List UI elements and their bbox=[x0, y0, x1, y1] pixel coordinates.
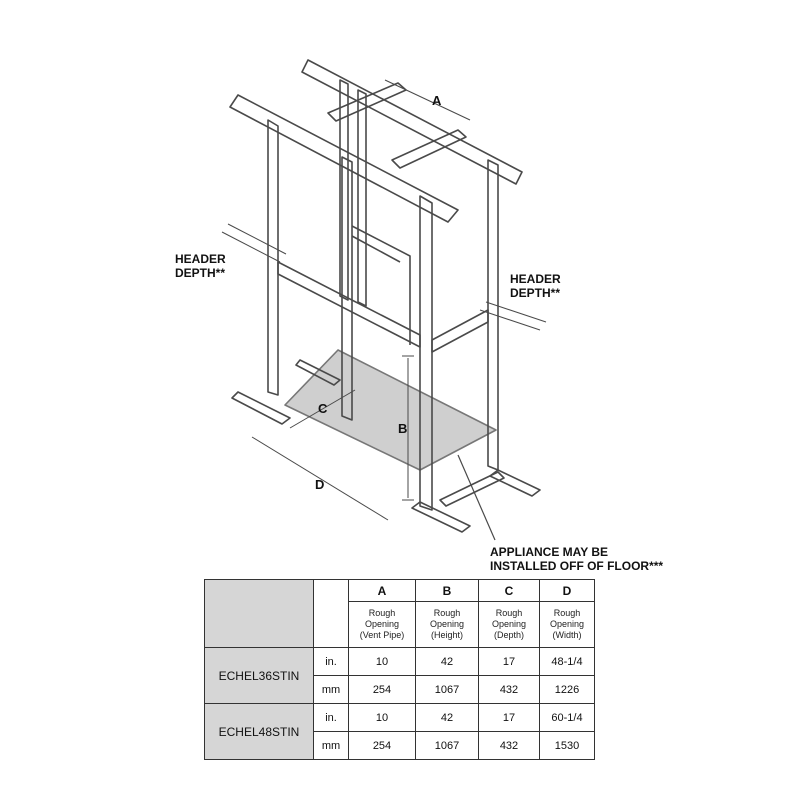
value-cell: 60-1/4 bbox=[540, 704, 595, 732]
dim-c-label: C bbox=[318, 401, 328, 416]
model-name-cell: ECHEL36STIN bbox=[205, 648, 314, 704]
header-depth-right-label: HEADER DEPTH** bbox=[510, 272, 561, 300]
col-header-d: D bbox=[540, 580, 595, 602]
unit-cell: mm bbox=[314, 676, 349, 704]
col-desc-c-text: Rough Opening (Depth) bbox=[491, 608, 527, 640]
value-cell: 42 bbox=[416, 648, 479, 676]
bottom-plate-left bbox=[232, 392, 290, 424]
header-depth-right-line-2 bbox=[486, 302, 546, 322]
col-desc-a-text: Rough Opening (Vent Pipe) bbox=[359, 608, 405, 640]
col-header-b: B bbox=[416, 580, 479, 602]
col-desc-d-text: Rough Opening (Width) bbox=[549, 608, 585, 640]
col-header-a: A bbox=[349, 580, 416, 602]
header-depth-left-line-1 bbox=[222, 232, 280, 262]
unit-cell: in. bbox=[314, 648, 349, 676]
dim-d-label: D bbox=[315, 477, 325, 492]
stud-back-left-2 bbox=[358, 90, 366, 306]
value-cell: 48-1/4 bbox=[540, 648, 595, 676]
top-header-back bbox=[302, 60, 522, 184]
top-cross-beam-right bbox=[392, 130, 466, 168]
dim-b-label: B bbox=[398, 421, 408, 436]
value-cell: 1067 bbox=[416, 676, 479, 704]
col-desc-c bbox=[479, 602, 540, 648]
unit-cell: in. bbox=[314, 704, 349, 732]
stud-front-left bbox=[268, 120, 278, 395]
table-corner-cell bbox=[205, 580, 314, 648]
table-unit-header-cell bbox=[314, 580, 349, 648]
rough-opening-table bbox=[204, 579, 595, 760]
value-cell: 432 bbox=[479, 732, 540, 760]
value-cell: 254 bbox=[349, 732, 416, 760]
model-name-cell: ECHEL48STIN bbox=[205, 704, 314, 760]
col-desc-d bbox=[540, 602, 595, 648]
header-depth-left-label: HEADER DEPTH** bbox=[175, 252, 226, 280]
unit-cell: mm bbox=[314, 732, 349, 760]
appliance-note: APPLIANCE MAY BE INSTALLED OFF OF FLOOR*** bbox=[490, 545, 664, 573]
value-cell: 432 bbox=[479, 676, 540, 704]
mid-header-right bbox=[432, 310, 488, 352]
bottom-plate-right bbox=[490, 470, 540, 496]
value-cell: 17 bbox=[479, 648, 540, 676]
value-cell: 42 bbox=[416, 704, 479, 732]
value-cell: 10 bbox=[349, 648, 416, 676]
inner-frame-2 bbox=[352, 236, 400, 262]
dim-a-line bbox=[385, 80, 470, 120]
mid-header-left bbox=[278, 262, 420, 347]
col-header-c: C bbox=[479, 580, 540, 602]
value-cell: 1530 bbox=[540, 732, 595, 760]
col-desc-b bbox=[416, 602, 479, 648]
bottom-plate-rear bbox=[440, 472, 504, 506]
value-cell: 254 bbox=[349, 676, 416, 704]
col-desc-a bbox=[349, 602, 416, 648]
value-cell: 1226 bbox=[540, 676, 595, 704]
dim-a-label: A bbox=[432, 93, 442, 108]
value-cell: 10 bbox=[349, 704, 416, 732]
header-depth-right-line-1 bbox=[480, 310, 540, 330]
col-desc-b-text: Rough Opening (Height) bbox=[429, 608, 465, 640]
value-cell: 1067 bbox=[416, 732, 479, 760]
value-cell: 17 bbox=[479, 704, 540, 732]
